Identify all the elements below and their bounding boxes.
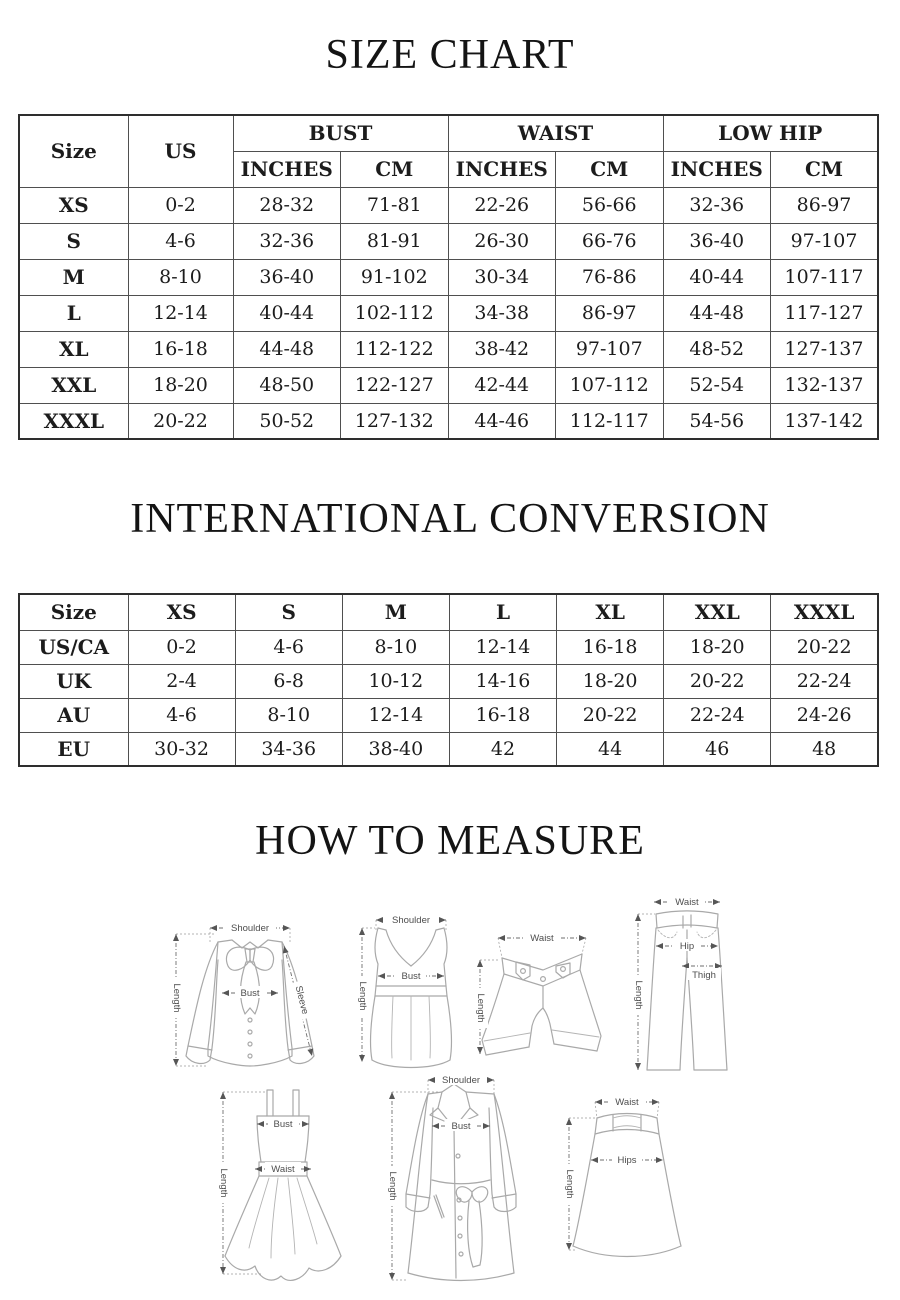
pants-measures bbox=[633, 895, 722, 1070]
table-row bbox=[19, 295, 878, 331]
svg-text:Length: Length bbox=[357, 981, 368, 1011]
table-cell: 42 bbox=[449, 732, 556, 766]
conv-header-xxxl: XXXL bbox=[771, 594, 878, 630]
conv-header-xxl: XXL bbox=[664, 594, 771, 630]
table-cell: L bbox=[19, 295, 128, 331]
conv-header-l: L bbox=[449, 594, 556, 630]
pants-outline bbox=[647, 911, 727, 1070]
table-cell: XXXL bbox=[19, 403, 128, 439]
table-cell: 81-91 bbox=[341, 223, 449, 259]
blouse-diagram bbox=[160, 898, 340, 1085]
table-cell: 20-22 bbox=[771, 630, 878, 664]
table-row bbox=[19, 732, 878, 766]
svg-text:Length: Length bbox=[633, 980, 644, 1010]
waist-label bbox=[265, 1162, 301, 1175]
how-to-measure-title: HOW TO MEASURE bbox=[255, 818, 645, 864]
table-cell: 20-22 bbox=[557, 698, 664, 732]
col-subheader-waist-cm: CM bbox=[556, 151, 664, 187]
svg-text:Waist: Waist bbox=[271, 1164, 295, 1175]
table-cell: 16-18 bbox=[449, 698, 556, 732]
table-cell: 97-107 bbox=[556, 331, 664, 367]
table-cell: 50-52 bbox=[233, 403, 341, 439]
table-row bbox=[19, 698, 878, 732]
table-cell: 4-6 bbox=[128, 223, 233, 259]
dress-diagram bbox=[205, 1078, 355, 1290]
length-label bbox=[171, 978, 184, 1018]
table-cell: 71-81 bbox=[341, 187, 449, 223]
table-cell: 132-137 bbox=[771, 367, 879, 403]
table-cell: 32-36 bbox=[663, 187, 771, 223]
table-cell: 38-42 bbox=[448, 331, 556, 367]
conv-header-size: Size bbox=[19, 594, 128, 630]
svg-text:Hip: Hip bbox=[679, 941, 695, 952]
table-cell: 36-40 bbox=[233, 259, 341, 295]
table-cell: 28-32 bbox=[233, 187, 341, 223]
table-cell: 107-117 bbox=[771, 259, 879, 295]
table-cell: 20-22 bbox=[128, 403, 233, 439]
shoulder-label bbox=[385, 913, 437, 926]
table-cell: 112-117 bbox=[556, 403, 664, 439]
svg-text:Sleeve: Sleeve bbox=[292, 984, 311, 1016]
svg-text:Bust: Bust bbox=[401, 971, 421, 982]
size-chart-body bbox=[19, 187, 878, 439]
svg-text:Bust: Bust bbox=[240, 988, 260, 999]
table-cell: 22-24 bbox=[664, 698, 771, 732]
length-label bbox=[475, 988, 488, 1028]
coat-measures bbox=[387, 1073, 494, 1280]
col-subheader-waist-inches: INCHES bbox=[448, 151, 556, 187]
table-cell: 42-44 bbox=[448, 367, 556, 403]
thigh-label bbox=[687, 968, 721, 981]
table-cell: 22-24 bbox=[771, 664, 878, 698]
shorts-outline bbox=[482, 954, 601, 1055]
svg-text:Bust: Bust bbox=[273, 1119, 293, 1130]
col-header-size: Size bbox=[19, 115, 128, 187]
table-row bbox=[19, 259, 878, 295]
table-cell: 44 bbox=[557, 732, 664, 766]
length-label bbox=[357, 976, 370, 1016]
table-cell: 137-142 bbox=[771, 403, 879, 439]
table-cell: 40-44 bbox=[663, 259, 771, 295]
blouse-outline bbox=[186, 940, 314, 1066]
table-cell: 66-76 bbox=[556, 223, 664, 259]
svg-text:Length: Length bbox=[387, 1171, 398, 1201]
length-label bbox=[387, 1166, 400, 1206]
table-cell: 44-46 bbox=[448, 403, 556, 439]
table-cell: 76-86 bbox=[556, 259, 664, 295]
table-cell: 18-20 bbox=[664, 630, 771, 664]
table-cell: 40-44 bbox=[233, 295, 341, 331]
skirt-diagram bbox=[555, 1088, 695, 1266]
table-cell: 91-102 bbox=[341, 259, 449, 295]
hips-label bbox=[612, 1153, 642, 1166]
table-cell: 86-97 bbox=[556, 295, 664, 331]
table-cell: 86-97 bbox=[771, 187, 879, 223]
table-cell: 107-112 bbox=[556, 367, 664, 403]
svg-text:Hips: Hips bbox=[617, 1155, 637, 1166]
table-cell: 4-6 bbox=[128, 698, 235, 732]
svg-text:Length: Length bbox=[475, 993, 486, 1023]
table-cell: 8-10 bbox=[128, 259, 233, 295]
svg-text:Shoulder: Shoulder bbox=[230, 923, 270, 934]
skirt-outline bbox=[573, 1114, 681, 1257]
col-subheader-bust-inches: INCHES bbox=[233, 151, 341, 187]
svg-text:Bust: Bust bbox=[451, 1121, 471, 1132]
table-cell: EU bbox=[19, 732, 128, 766]
table-cell: XXL bbox=[19, 367, 128, 403]
table-row bbox=[19, 367, 878, 403]
svg-text:Waist: Waist bbox=[675, 897, 699, 908]
svg-text:Waist: Waist bbox=[615, 1097, 639, 1108]
table-cell: 16-18 bbox=[128, 331, 233, 367]
table-cell: 38-40 bbox=[342, 732, 449, 766]
conversion-table bbox=[18, 593, 879, 767]
waist-label bbox=[524, 931, 560, 944]
svg-text:Shoulder: Shoulder bbox=[391, 915, 431, 926]
table-cell: 112-122 bbox=[341, 331, 449, 367]
table-cell: 34-38 bbox=[448, 295, 556, 331]
col-subheader-hip-cm: CM bbox=[771, 151, 879, 187]
shorts-diagram bbox=[468, 922, 614, 1084]
table-cell: 0-2 bbox=[128, 187, 233, 223]
table-cell: AU bbox=[19, 698, 128, 732]
svg-text:Thigh: Thigh bbox=[692, 970, 716, 981]
size-chart-table bbox=[18, 114, 879, 440]
table-cell: 20-22 bbox=[664, 664, 771, 698]
size-chart-head bbox=[19, 115, 878, 187]
col-subheader-bust-cm: CM bbox=[341, 151, 449, 187]
conv-header-xl: XL bbox=[557, 594, 664, 630]
table-cell: 36-40 bbox=[663, 223, 771, 259]
table-cell: 12-14 bbox=[342, 698, 449, 732]
table-cell: US/CA bbox=[19, 630, 128, 664]
table-cell: 24-26 bbox=[771, 698, 878, 732]
table-cell: 44-48 bbox=[663, 295, 771, 331]
svg-text:Length: Length bbox=[218, 1168, 229, 1198]
col-subheader-hip-inches: INCHES bbox=[663, 151, 771, 187]
bust-label bbox=[396, 969, 426, 982]
svg-text:Length: Length bbox=[171, 983, 182, 1013]
table-cell: 52-54 bbox=[663, 367, 771, 403]
table-cell: 30-32 bbox=[128, 732, 235, 766]
waist-label bbox=[609, 1095, 645, 1108]
svg-text:Shoulder: Shoulder bbox=[441, 1075, 481, 1086]
table-cell: 117-127 bbox=[771, 295, 879, 331]
conv-header-s: S bbox=[235, 594, 342, 630]
table-cell: 18-20 bbox=[128, 367, 233, 403]
col-header-bust: BUST bbox=[233, 115, 448, 151]
table-cell: 127-137 bbox=[771, 331, 879, 367]
conversion-head bbox=[19, 594, 878, 630]
table-cell: 8-10 bbox=[235, 698, 342, 732]
table-row bbox=[19, 403, 878, 439]
table-cell: 97-107 bbox=[771, 223, 879, 259]
coat-outline bbox=[406, 1084, 516, 1281]
shoulder-label bbox=[435, 1073, 487, 1086]
table-cell: 8-10 bbox=[342, 630, 449, 664]
table-cell: 32-36 bbox=[233, 223, 341, 259]
shoulder-label bbox=[224, 921, 276, 934]
table-cell: 46 bbox=[664, 732, 771, 766]
table-cell: 22-26 bbox=[448, 187, 556, 223]
table-row bbox=[19, 223, 878, 259]
table-cell: 10-12 bbox=[342, 664, 449, 698]
sleeve-label bbox=[292, 980, 314, 1020]
bust-label bbox=[235, 986, 265, 999]
table-cell: 48-50 bbox=[233, 367, 341, 403]
table-cell: 54-56 bbox=[663, 403, 771, 439]
tank-outline bbox=[371, 928, 452, 1068]
table-cell: 56-66 bbox=[556, 187, 664, 223]
table-cell: UK bbox=[19, 664, 128, 698]
table-cell: 16-18 bbox=[557, 630, 664, 664]
waist-label bbox=[669, 895, 705, 908]
table-cell: 4-6 bbox=[235, 630, 342, 664]
pants-diagram bbox=[616, 890, 734, 1085]
conv-header-xs: XS bbox=[128, 594, 235, 630]
table-cell: 44-48 bbox=[233, 331, 341, 367]
table-cell: XL bbox=[19, 331, 128, 367]
table-cell: XS bbox=[19, 187, 128, 223]
conv-header-m: M bbox=[342, 594, 449, 630]
bust-label bbox=[268, 1117, 298, 1130]
table-cell: 102-112 bbox=[341, 295, 449, 331]
table-cell: 2-4 bbox=[128, 664, 235, 698]
bust-label bbox=[446, 1119, 476, 1132]
length-label bbox=[564, 1164, 577, 1204]
col-header-waist: WAIST bbox=[448, 115, 663, 151]
dress-measures bbox=[218, 1092, 311, 1274]
coat-diagram bbox=[372, 1068, 538, 1293]
length-label bbox=[218, 1163, 231, 1203]
table-cell: 18-20 bbox=[557, 664, 664, 698]
col-header-low-hip: LOW HIP bbox=[663, 115, 878, 151]
table-cell: 48-52 bbox=[663, 331, 771, 367]
svg-text:Waist: Waist bbox=[530, 933, 554, 944]
table-cell: M bbox=[19, 259, 128, 295]
size-chart-title: SIZE CHART bbox=[325, 32, 575, 78]
table-row bbox=[19, 630, 878, 664]
conversion-body bbox=[19, 630, 878, 766]
table-cell: 14-16 bbox=[449, 664, 556, 698]
table-row bbox=[19, 664, 878, 698]
table-cell: 12-14 bbox=[128, 295, 233, 331]
table-cell: 127-132 bbox=[341, 403, 449, 439]
table-cell: 48 bbox=[771, 732, 878, 766]
table-cell: 26-30 bbox=[448, 223, 556, 259]
table-cell: S bbox=[19, 223, 128, 259]
table-cell: 30-34 bbox=[448, 259, 556, 295]
col-header-us: US bbox=[128, 115, 233, 187]
hip-label bbox=[674, 939, 700, 952]
table-cell: 12-14 bbox=[449, 630, 556, 664]
tank-top-diagram bbox=[348, 898, 464, 1085]
table-cell: 34-36 bbox=[235, 732, 342, 766]
table-cell: 0-2 bbox=[128, 630, 235, 664]
table-row bbox=[19, 187, 878, 223]
table-cell: 6-8 bbox=[235, 664, 342, 698]
table-row bbox=[19, 331, 878, 367]
length-label bbox=[633, 975, 646, 1015]
svg-text:Length: Length bbox=[564, 1169, 575, 1199]
conversion-title: INTERNATIONAL CONVERSION bbox=[130, 496, 770, 542]
table-cell: 122-127 bbox=[341, 367, 449, 403]
